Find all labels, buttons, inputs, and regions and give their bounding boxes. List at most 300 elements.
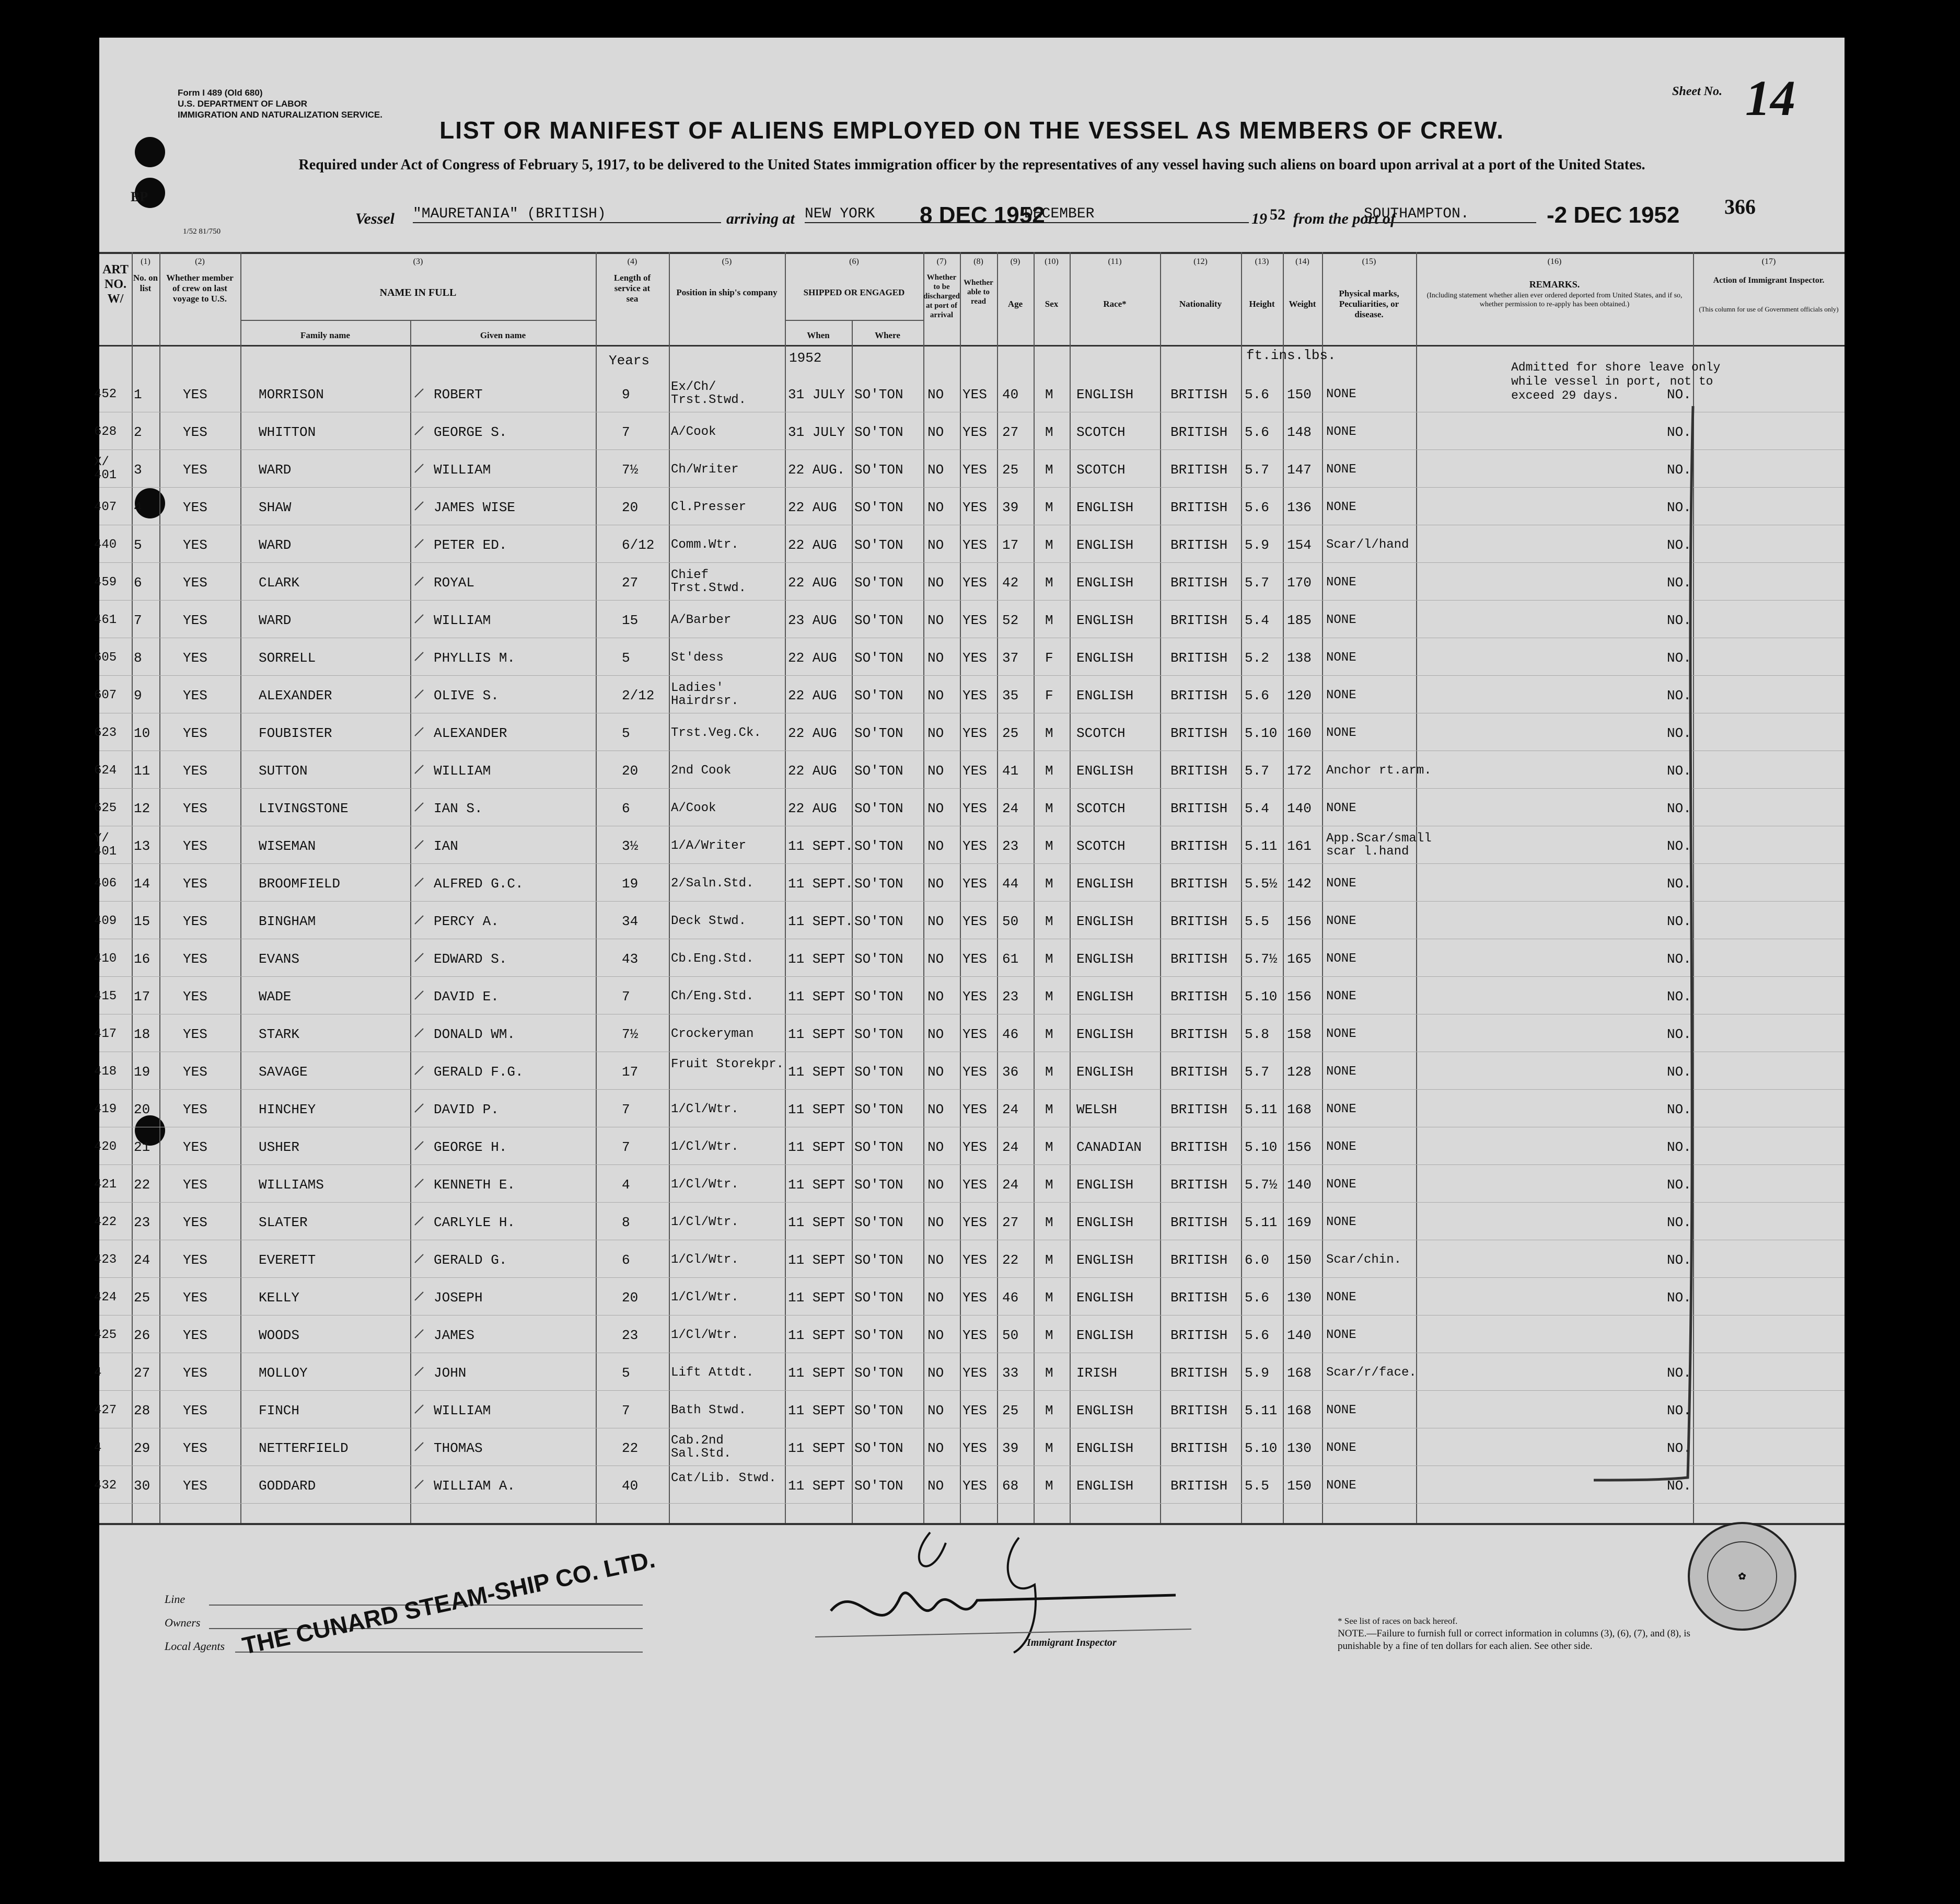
row-rule bbox=[99, 1089, 1845, 1090]
service-unit: Years bbox=[609, 353, 650, 368]
check-mark-icon bbox=[413, 876, 425, 888]
sex: M bbox=[1045, 462, 1053, 478]
shipped-when: 11 SEPT bbox=[788, 1139, 845, 1155]
race: SCOTCH bbox=[1076, 725, 1126, 741]
nationality: BRITISH bbox=[1170, 575, 1228, 591]
art-number: 410 bbox=[94, 952, 117, 966]
check-mark-icon bbox=[413, 688, 425, 700]
list-number: 8 bbox=[134, 650, 142, 666]
to-be-discharged: NO bbox=[927, 1290, 944, 1306]
age: 68 bbox=[1002, 1478, 1019, 1494]
sex: M bbox=[1045, 1177, 1053, 1193]
last-voyage: YES bbox=[183, 1328, 207, 1343]
length-service: 20 bbox=[622, 500, 639, 515]
race: ENGLISH bbox=[1076, 500, 1134, 515]
check-mark-icon bbox=[413, 1328, 425, 1340]
small-code: 1/52 81/750 bbox=[183, 227, 221, 236]
list-number: 13 bbox=[134, 838, 150, 854]
given-name: DONALD WM. bbox=[434, 1026, 516, 1042]
weight: 185 bbox=[1287, 613, 1312, 628]
weight: 156 bbox=[1287, 1139, 1312, 1155]
height: 5.6 bbox=[1245, 1290, 1269, 1306]
to-be-discharged: NO bbox=[927, 763, 944, 779]
family-name: SAVAGE bbox=[259, 1064, 308, 1080]
last-voyage: YES bbox=[183, 1215, 207, 1230]
col-rule bbox=[132, 252, 133, 1523]
inspector-action: NO. bbox=[1667, 1177, 1691, 1193]
art-number: 432 bbox=[94, 1479, 117, 1493]
art-number: 417 bbox=[94, 1027, 117, 1041]
given-name: PERCY A. bbox=[434, 914, 499, 929]
to-be-discharged: NO bbox=[927, 387, 944, 402]
shipped-when: 11 SEPT bbox=[788, 1403, 845, 1418]
footer-notes bbox=[1338, 1615, 1724, 1653]
given-name: WILLIAM A. bbox=[434, 1478, 516, 1494]
form-number-text: Form I 489 (Old 680) bbox=[178, 88, 263, 98]
col-rule bbox=[923, 252, 924, 1523]
family-name: WARD bbox=[259, 537, 292, 553]
weight: 156 bbox=[1287, 914, 1312, 929]
check-mark-icon bbox=[413, 650, 425, 663]
check-mark-icon bbox=[413, 1290, 425, 1302]
height: 5.8 bbox=[1245, 1026, 1269, 1042]
arriving-label: arriving at bbox=[726, 210, 795, 227]
shipped-when: 11 SEPT bbox=[788, 1290, 845, 1306]
sex: M bbox=[1045, 914, 1053, 929]
length-service: 7 bbox=[622, 1403, 630, 1418]
nationality: BRITISH bbox=[1170, 1252, 1228, 1268]
col-num: (10) bbox=[1045, 257, 1059, 266]
shipped-where: SO'TON bbox=[854, 1252, 903, 1268]
race: SCOTCH bbox=[1076, 838, 1126, 854]
race: CANADIAN bbox=[1076, 1139, 1142, 1155]
shipped-where: SO'TON bbox=[854, 838, 903, 854]
check-mark-icon bbox=[413, 387, 425, 399]
last-voyage: YES bbox=[183, 1252, 207, 1268]
position: 1/Cl/Wtr. bbox=[671, 1328, 739, 1342]
height: 5.7 bbox=[1245, 763, 1269, 779]
col-header: Length of service at sea bbox=[613, 273, 651, 304]
inspector-action: NO. bbox=[1667, 1102, 1691, 1117]
nationality: BRITISH bbox=[1170, 650, 1228, 666]
physical-marks: NONE bbox=[1326, 1140, 1356, 1154]
art-number: 628 bbox=[94, 425, 117, 439]
family-name: WHITTON bbox=[259, 424, 316, 440]
col-header: Nationality bbox=[1179, 299, 1222, 309]
age: 39 bbox=[1002, 500, 1019, 515]
height: 5.7 bbox=[1245, 1064, 1269, 1080]
height: 5.7 bbox=[1245, 575, 1269, 591]
shipped-where: SO'TON bbox=[854, 1290, 903, 1306]
sex: M bbox=[1045, 1215, 1053, 1230]
family-name: WOODS bbox=[259, 1328, 300, 1343]
weight: 128 bbox=[1287, 1064, 1312, 1080]
check-mark-icon bbox=[413, 1365, 425, 1378]
position: 1/Cl/Wtr. bbox=[671, 1215, 739, 1229]
list-number: 25 bbox=[134, 1290, 150, 1306]
weight: 169 bbox=[1287, 1215, 1312, 1230]
last-voyage: YES bbox=[183, 1102, 207, 1117]
family-name: NETTERFIELD bbox=[259, 1440, 349, 1456]
position: 2/Saln.Std. bbox=[671, 876, 754, 891]
col-rule bbox=[596, 252, 597, 1523]
list-number: 15 bbox=[134, 914, 150, 929]
family-name: HINCHEY bbox=[259, 1102, 316, 1117]
length-service: 8 bbox=[622, 1215, 630, 1230]
physical-marks: NONE bbox=[1326, 575, 1356, 590]
given-name: KENNETH E. bbox=[434, 1177, 516, 1193]
weight: 136 bbox=[1287, 500, 1312, 515]
remarks-text: Admitted for shore leave only while vessel in port, not to exceed 29 days. bbox=[1511, 361, 1721, 402]
list-number: 12 bbox=[134, 801, 150, 816]
shipped-when: 23 AUG bbox=[788, 613, 837, 628]
art-number: 418 bbox=[94, 1065, 117, 1079]
given-name: DAVID P. bbox=[434, 1102, 499, 1117]
height: 5.10 bbox=[1245, 1139, 1278, 1155]
to-be-discharged: NO bbox=[927, 1403, 944, 1418]
shipped-when: 11 SEPT. bbox=[788, 914, 853, 929]
list-number: 4 bbox=[134, 500, 142, 515]
given-name: GEORGE H. bbox=[434, 1139, 507, 1155]
col-header: Sex bbox=[1045, 299, 1059, 309]
to-be-discharged: NO bbox=[927, 500, 944, 515]
physical-marks: Scar/l/hand bbox=[1326, 538, 1409, 552]
able-to-read: YES bbox=[962, 1365, 987, 1381]
art-number: 459 bbox=[94, 575, 117, 590]
list-number: 16 bbox=[134, 951, 150, 967]
nationality: BRITISH bbox=[1170, 801, 1228, 816]
position: Chief Trst.Stwd. bbox=[671, 568, 747, 595]
family-name: SUTTON bbox=[259, 763, 308, 779]
col-header: Race* bbox=[1103, 299, 1127, 309]
length-service: 6 bbox=[622, 1252, 630, 1268]
shipped-where: SO'TON bbox=[854, 914, 903, 929]
family-name: WARD bbox=[259, 462, 292, 478]
to-be-discharged: NO bbox=[927, 1365, 944, 1381]
race: ENGLISH bbox=[1076, 1440, 1134, 1456]
position: 2nd Cook bbox=[671, 764, 732, 778]
check-mark-icon bbox=[413, 914, 425, 926]
position: Cb.Eng.Std. bbox=[671, 952, 754, 966]
sex: M bbox=[1045, 801, 1053, 816]
to-be-discharged: NO bbox=[927, 688, 944, 703]
art-number: 605 bbox=[94, 651, 117, 665]
height: 5.11 bbox=[1245, 838, 1278, 854]
weight: 120 bbox=[1287, 688, 1312, 703]
family-name: USHER bbox=[259, 1139, 300, 1155]
col-header: Age bbox=[1007, 299, 1023, 309]
physical-marks: NONE bbox=[1326, 801, 1356, 815]
row-rule bbox=[99, 863, 1845, 864]
nationality: BRITISH bbox=[1170, 725, 1228, 741]
to-be-discharged: NO bbox=[927, 838, 944, 854]
age: 40 bbox=[1002, 387, 1019, 402]
agents-label: Local Agents bbox=[165, 1640, 225, 1653]
race-note: * See list of races on back hereof. bbox=[1338, 1616, 1458, 1626]
age: 61 bbox=[1002, 951, 1019, 967]
to-be-discharged: NO bbox=[927, 424, 944, 440]
family-name: WILLIAMS bbox=[259, 1177, 324, 1193]
given-name: JAMES WISE bbox=[434, 500, 516, 515]
sex: M bbox=[1045, 1328, 1053, 1343]
able-to-read: YES bbox=[962, 650, 987, 666]
list-number: 19 bbox=[134, 1064, 150, 1080]
given-name: IAN bbox=[434, 838, 458, 854]
nationality: BRITISH bbox=[1170, 1290, 1228, 1306]
col-header: Position in ship's company bbox=[676, 287, 778, 297]
family-name: WISEMAN bbox=[259, 838, 316, 854]
weight: 172 bbox=[1287, 763, 1312, 779]
to-be-discharged: NO bbox=[927, 914, 944, 929]
manifest-page bbox=[94, 38, 1845, 1862]
sex: M bbox=[1045, 725, 1053, 741]
row-rule bbox=[99, 562, 1845, 563]
family-name: EVERETT bbox=[259, 1252, 316, 1268]
age: 25 bbox=[1002, 1403, 1019, 1418]
age: 39 bbox=[1002, 1440, 1019, 1456]
sex: M bbox=[1045, 838, 1053, 854]
check-mark-icon bbox=[413, 1478, 425, 1491]
shipped-when: 11 SEPT. bbox=[788, 838, 853, 854]
col-num: (9) bbox=[1010, 257, 1020, 266]
race: ENGLISH bbox=[1076, 1328, 1134, 1343]
age: 35 bbox=[1002, 688, 1019, 703]
list-number: 20 bbox=[134, 1102, 150, 1117]
col-header-note: (This column for use of Government officials only) bbox=[1699, 305, 1839, 313]
inspector-signature-icon bbox=[810, 1522, 1207, 1658]
form-number bbox=[178, 87, 382, 120]
list-number: 28 bbox=[134, 1403, 150, 1418]
age: 42 bbox=[1002, 575, 1019, 591]
col-rule bbox=[1034, 252, 1035, 1523]
age: 23 bbox=[1002, 989, 1019, 1005]
shipped-when: 11 SEPT bbox=[788, 1064, 845, 1080]
race: ENGLISH bbox=[1076, 537, 1134, 553]
inspector-action: NO. bbox=[1667, 725, 1691, 741]
list-number: 3 bbox=[134, 462, 142, 478]
position: 1/Cl/Wtr. bbox=[671, 1102, 739, 1116]
check-mark-icon bbox=[413, 575, 425, 587]
col-rule bbox=[1070, 252, 1071, 1523]
last-voyage: YES bbox=[183, 914, 207, 929]
shipped-where: SO'TON bbox=[854, 537, 903, 553]
able-to-read: YES bbox=[962, 914, 987, 929]
given-name: WILLIAM bbox=[434, 763, 491, 779]
check-mark-icon bbox=[413, 801, 425, 813]
age: 17 bbox=[1002, 537, 1019, 553]
height: 5.11 bbox=[1245, 1215, 1278, 1230]
shipped-where: SO'TON bbox=[854, 688, 903, 703]
weight: 170 bbox=[1287, 575, 1312, 591]
physical-marks: Scar/r/face. bbox=[1326, 1366, 1417, 1380]
able-to-read: YES bbox=[962, 1026, 987, 1042]
able-to-read: YES bbox=[962, 575, 987, 591]
able-to-read: YES bbox=[962, 1064, 987, 1080]
last-voyage: YES bbox=[183, 650, 207, 666]
shipped-when: 11 SEPT bbox=[788, 1478, 845, 1494]
shipped-where: SO'TON bbox=[854, 424, 903, 440]
to-be-discharged: NO bbox=[927, 951, 944, 967]
art-number: 623 bbox=[94, 726, 117, 740]
given-name: PETER ED. bbox=[434, 537, 507, 553]
row-rule bbox=[99, 487, 1845, 488]
height: 5.5 bbox=[1245, 914, 1269, 929]
sheet-number: 14 bbox=[1745, 70, 1795, 126]
art-number: X/ 401 bbox=[94, 455, 117, 482]
last-voyage: YES bbox=[183, 613, 207, 628]
weight: 154 bbox=[1287, 537, 1312, 553]
given-name: GERALD F.G. bbox=[434, 1064, 524, 1080]
position: Ladies' Hairdrsr. bbox=[671, 681, 739, 708]
height: 5.9 bbox=[1245, 1365, 1269, 1381]
row-rule bbox=[99, 1315, 1845, 1316]
art-number: 461 bbox=[94, 613, 117, 627]
able-to-read: YES bbox=[962, 688, 987, 703]
family-name: WARD bbox=[259, 613, 292, 628]
weight: 142 bbox=[1287, 876, 1312, 892]
to-be-discharged: NO bbox=[927, 462, 944, 478]
to-be-discharged: NO bbox=[927, 1177, 944, 1193]
shipped-when: 11 SEPT bbox=[788, 1328, 845, 1343]
given-name: THOMAS bbox=[434, 1440, 483, 1456]
nationality: BRITISH bbox=[1170, 838, 1228, 854]
race: ENGLISH bbox=[1076, 1252, 1134, 1268]
race: ENGLISH bbox=[1076, 1026, 1134, 1042]
seal-emblem-icon: ✿ bbox=[1707, 1541, 1777, 1611]
vessel-label: Vessel bbox=[355, 210, 395, 227]
to-be-discharged: NO bbox=[927, 613, 944, 628]
sex: M bbox=[1045, 1064, 1053, 1080]
length-service: 7 bbox=[622, 424, 630, 440]
shipped-when: 31 JULY bbox=[788, 387, 845, 402]
shipped-when: 11 SEPT bbox=[788, 1177, 845, 1193]
remarks-bracket-icon bbox=[1583, 403, 1709, 1522]
nationality: BRITISH bbox=[1170, 1177, 1228, 1193]
col-header: Whether member of crew on last voyage to U.S. bbox=[166, 273, 234, 304]
able-to-read: YES bbox=[962, 763, 987, 779]
position: 1/Cl/Wtr. bbox=[671, 1178, 739, 1192]
race: ENGLISH bbox=[1076, 613, 1134, 628]
inspector-action: NO. bbox=[1667, 500, 1691, 515]
inspector-action: NO. bbox=[1667, 1478, 1691, 1494]
race: ENGLISH bbox=[1076, 1215, 1134, 1230]
last-voyage: YES bbox=[183, 575, 207, 591]
position: Ch/Eng.Std. bbox=[671, 989, 754, 1003]
check-mark-icon bbox=[413, 1440, 425, 1453]
shipped-where: SO'TON bbox=[854, 500, 903, 515]
inspector-action: NO. bbox=[1667, 1139, 1691, 1155]
inspector-action: NO. bbox=[1667, 876, 1691, 892]
physical-marks: NONE bbox=[1326, 1102, 1356, 1116]
inspector-action: NO. bbox=[1667, 1026, 1691, 1042]
sex: M bbox=[1045, 1478, 1053, 1494]
shipped-where: SO'TON bbox=[854, 613, 903, 628]
shipped-when: 11 SEPT bbox=[788, 1440, 845, 1456]
weight: 150 bbox=[1287, 1252, 1312, 1268]
given-name: EDWARD S. bbox=[434, 951, 507, 967]
family-name: FINCH bbox=[259, 1403, 300, 1418]
weight: 150 bbox=[1287, 1478, 1312, 1494]
weight: 165 bbox=[1287, 951, 1312, 967]
list-number: 26 bbox=[134, 1328, 150, 1343]
family-name: BINGHAM bbox=[259, 914, 316, 929]
physical-marks: NONE bbox=[1326, 651, 1356, 665]
position: 1/Cl/Wtr. bbox=[671, 1253, 739, 1267]
position: 1/Cl/Wtr. bbox=[671, 1290, 739, 1305]
col-num: (1) bbox=[141, 257, 150, 266]
col-rule bbox=[159, 252, 160, 1523]
length-service: 43 bbox=[622, 951, 639, 967]
art-number: 4 bbox=[94, 1366, 102, 1380]
art-number: 415 bbox=[94, 989, 117, 1003]
height: 5.6 bbox=[1245, 424, 1269, 440]
nationality: BRITISH bbox=[1170, 537, 1228, 553]
row-rule bbox=[99, 1277, 1845, 1278]
list-number: 1 bbox=[134, 387, 142, 402]
weight: 147 bbox=[1287, 462, 1312, 478]
nationality: BRITISH bbox=[1170, 951, 1228, 967]
weight: 161 bbox=[1287, 838, 1312, 854]
nationality: BRITISH bbox=[1170, 500, 1228, 515]
weight: 168 bbox=[1287, 1365, 1312, 1381]
shipped-when: 11 SEPT bbox=[788, 951, 845, 967]
given-name: GEORGE S. bbox=[434, 424, 507, 440]
to-be-discharged: NO bbox=[927, 989, 944, 1005]
list-number: 10 bbox=[134, 725, 150, 741]
age: 22 bbox=[1002, 1252, 1019, 1268]
race: ENGLISH bbox=[1076, 1064, 1134, 1080]
physical-marks: NONE bbox=[1326, 1441, 1356, 1455]
shipped-when: 11 SEPT bbox=[788, 989, 845, 1005]
length-service: 27 bbox=[622, 575, 639, 591]
art-number: 624 bbox=[94, 764, 117, 778]
age: 50 bbox=[1002, 914, 1019, 929]
weight: 168 bbox=[1287, 1102, 1312, 1117]
race: ENGLISH bbox=[1076, 650, 1134, 666]
sex: M bbox=[1045, 575, 1053, 591]
art-number: 607 bbox=[94, 688, 117, 702]
art-number: 625 bbox=[94, 801, 117, 815]
col-num: (17) bbox=[1761, 257, 1776, 266]
col-rule bbox=[960, 252, 961, 1523]
inspector-action: NO. bbox=[1667, 951, 1691, 967]
able-to-read: YES bbox=[962, 1328, 987, 1343]
length-service: 6/12 bbox=[622, 537, 655, 553]
list-number: 24 bbox=[134, 1252, 150, 1268]
shipped-when: 22 AUG bbox=[788, 688, 837, 703]
check-mark-icon bbox=[413, 1026, 425, 1039]
physical-marks: NONE bbox=[1326, 387, 1356, 401]
position: A/Barber bbox=[671, 613, 732, 627]
art-number: 422 bbox=[94, 1215, 117, 1229]
art-number: Y/ 401 bbox=[94, 832, 117, 859]
nationality: BRITISH bbox=[1170, 876, 1228, 892]
nationality: BRITISH bbox=[1170, 1064, 1228, 1080]
last-voyage: YES bbox=[183, 838, 207, 854]
nationality: BRITISH bbox=[1170, 1403, 1228, 1418]
physical-marks: NONE bbox=[1326, 613, 1356, 627]
page-subtitle: Required under Act of Congress of February 5, 1917, to be delivered to the United States immigration officer by the representatives of any vessel having such aliens on board upon arrival at a port of the United States. bbox=[298, 157, 1645, 173]
nationality: BRITISH bbox=[1170, 1102, 1228, 1117]
list-number: 27 bbox=[134, 1365, 150, 1381]
last-voyage: YES bbox=[183, 1478, 207, 1494]
inspector-action: NO. bbox=[1667, 838, 1691, 854]
position: A/Cook bbox=[671, 801, 716, 815]
inspector-label: Immigrant Inspector bbox=[1027, 1637, 1117, 1648]
row-rule bbox=[99, 675, 1845, 676]
length-service: 20 bbox=[622, 763, 639, 779]
position: Comm.Wtr. bbox=[671, 538, 739, 552]
